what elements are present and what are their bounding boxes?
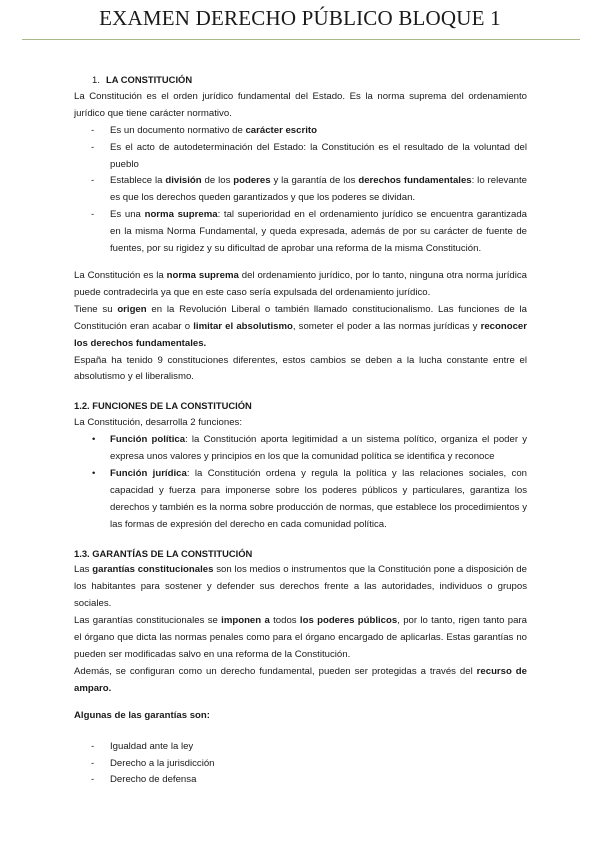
paragraph: Las garantías constitucionales son los medios o instrumentos que la Constitución pone a disposición de los habitantes para sostener y defender sus derechos frente a las autoridades, individuos o grupos sociales.	[74, 564, 527, 610]
paragraph: Las garantías constitucionales se imponen a todos los poderes públicos, por lo tanto, rigen tanto para el órgano que dicta las normas penales como para el órgano encargado de aplicarlas. Estas garantías no pueden ser modificadas salvo en una reforma de la Constitución.	[74, 615, 528, 660]
list-item: - Igualdad ante la ley	[74, 739, 527, 756]
list-title: Algunas de las garantías son:	[74, 709, 210, 721]
section-heading-1: 1. LA CONSTITUCIÓN	[92, 74, 193, 85]
section-heading-1-3: 1.3. GARANTÍAS DE LA CONSTITUCIÓN	[74, 547, 253, 559]
list-item: - Es un documento normativo de carácter escrito	[74, 123, 527, 140]
paragraph: Además, se configuran como un derecho fundamental, pueden ser protegidas a través del recurso de amparo.	[74, 665, 527, 694]
list-item: • Función jurídica: la Constitución ordena y regula la política y las relaciones sociales, con capacidad y fuerza para imponerse sobre los poderes públicos y particulares, garantiza los derechos y también es la norma sobre producción de normas, que establece los procedimientos y las formas de expresión del derecho en cada comunidad política.	[74, 466, 527, 534]
list-item: • Función política: la Constitución aporta legitimidad a un sistema político, organiza el poder y expresa unos valores y principios en los que la comunidad política se identifica y reconoce	[74, 432, 527, 466]
document-body	[74, 72, 527, 789]
paragraph: La Constitución es el orden jurídico fundamental del Estado. Es la norma suprema del ordenamiento jurídico que tiene carácter normativo.	[74, 90, 527, 119]
paragraph: La Constitución, desarrolla 2 funciones:	[74, 417, 242, 429]
list-item: - Derecho de defensa	[74, 772, 527, 789]
list-item: - Derecho a la jurisdicción	[74, 756, 527, 773]
section-heading-1-2: 1.2. FUNCIONES DE LA CONSTITUCIÓN	[74, 400, 252, 412]
paragraph: España ha tenido 9 constituciones diferentes, estos cambios se deben a la lucha constante entre el absolutismo y el liberalismo.	[74, 354, 527, 383]
guarantees-list	[74, 739, 527, 790]
paragraph: Tiene su origen en la Revolución Liberal o también llamado constitucionalismo. Las funciones de la Constitución eran acabar o limitar el absolutismo, someter el poder a las normas jurídicas y reconocer los derechos fundamentales.	[74, 303, 527, 349]
bullet-list	[74, 432, 527, 533]
title-underline	[22, 39, 580, 40]
page-title: EXAMEN DERECHO PÚBLICO BLOQUE 1	[99, 6, 501, 30]
list-item: - Es una norma suprema: tal superioridad en el ordenamiento jurídico se encuentra garantizada en la misma Norma Fundamental, y queda expresada, además de por su carácter de fuente de fuentes, por su rigidez y su dificultad de aprobar una reforma de la misma Constitución.	[74, 207, 527, 258]
list-item: - Establece la división de los poderes y la garantía de los derechos fundamentales: lo relevante es que los derechos queden garantizados y que los poderes se dividan.	[74, 173, 527, 207]
paragraph: La Constitución es la norma suprema del ordenamiento jurídico, por lo tanto, ninguna otra norma jurídica puede contradecirla ya que en este caso sería expulsada del ordenamiento jurídico.	[74, 269, 527, 298]
list-item: - Es el acto de autodeterminación del Estado: la Constitución es el resultado de la voluntad del pueblo	[74, 140, 527, 174]
dash-list	[74, 123, 527, 258]
